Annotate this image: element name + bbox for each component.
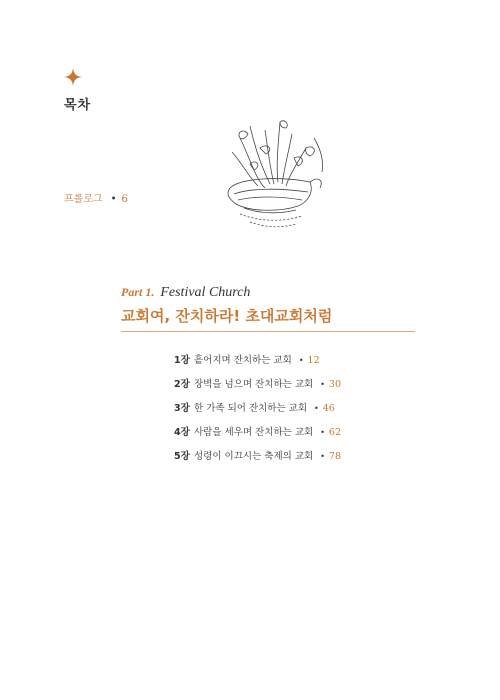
bullet-dot: • xyxy=(110,194,117,205)
chapter-entry[interactable] xyxy=(174,400,341,424)
chapter-title: 한 가족 되어 잔치하는 교회 xyxy=(194,403,308,414)
chapter-title: 사람을 세우며 잔치하는 교회 xyxy=(194,427,314,438)
chapter-number: 3장 xyxy=(174,403,190,414)
bullet-dot: • xyxy=(314,404,319,413)
chapter-title: 장벽을 넘으며 잔치하는 교회 xyxy=(194,379,314,390)
part-title: 교회여, 잔치하라! 초대교회처럼 xyxy=(121,307,333,325)
chapter-title: 흩어지며 잔치하는 교회 xyxy=(194,355,292,366)
part-label: Part 1. xyxy=(121,285,155,299)
four-point-star-icon xyxy=(64,68,82,86)
chapter-number: 4장 xyxy=(174,427,190,438)
bullet-dot: • xyxy=(320,428,325,437)
prologue-entry[interactable] xyxy=(64,190,128,205)
flower-basket-illustration xyxy=(210,118,330,236)
chapter-page: 12 xyxy=(307,355,320,366)
chapter-entry[interactable] xyxy=(174,352,341,376)
chapter-list xyxy=(174,352,341,472)
chapter-entry[interactable] xyxy=(174,448,341,472)
bullet-dot: • xyxy=(320,452,325,461)
chapter-page: 46 xyxy=(322,403,335,414)
chapter-page: 62 xyxy=(328,427,341,438)
chapter-entry[interactable] xyxy=(174,376,341,400)
prologue-page: 6 xyxy=(121,194,128,205)
prologue-label: 프롤로그 xyxy=(64,194,103,205)
chapter-entry[interactable] xyxy=(174,424,341,448)
page-title: 목차 xyxy=(64,98,92,113)
part-subtitle: Festival Church xyxy=(160,285,251,300)
chapter-number: 5장 xyxy=(174,451,190,462)
chapter-number: 2장 xyxy=(174,379,190,390)
bullet-dot: • xyxy=(320,380,325,389)
divider xyxy=(121,331,415,332)
chapter-number: 1장 xyxy=(174,355,190,366)
chapter-page: 30 xyxy=(328,379,341,390)
part-heading xyxy=(121,281,250,301)
chapter-page: 78 xyxy=(328,451,341,462)
chapter-title: 성령이 이끄시는 축제의 교회 xyxy=(194,451,314,462)
bullet-dot: • xyxy=(298,356,304,365)
